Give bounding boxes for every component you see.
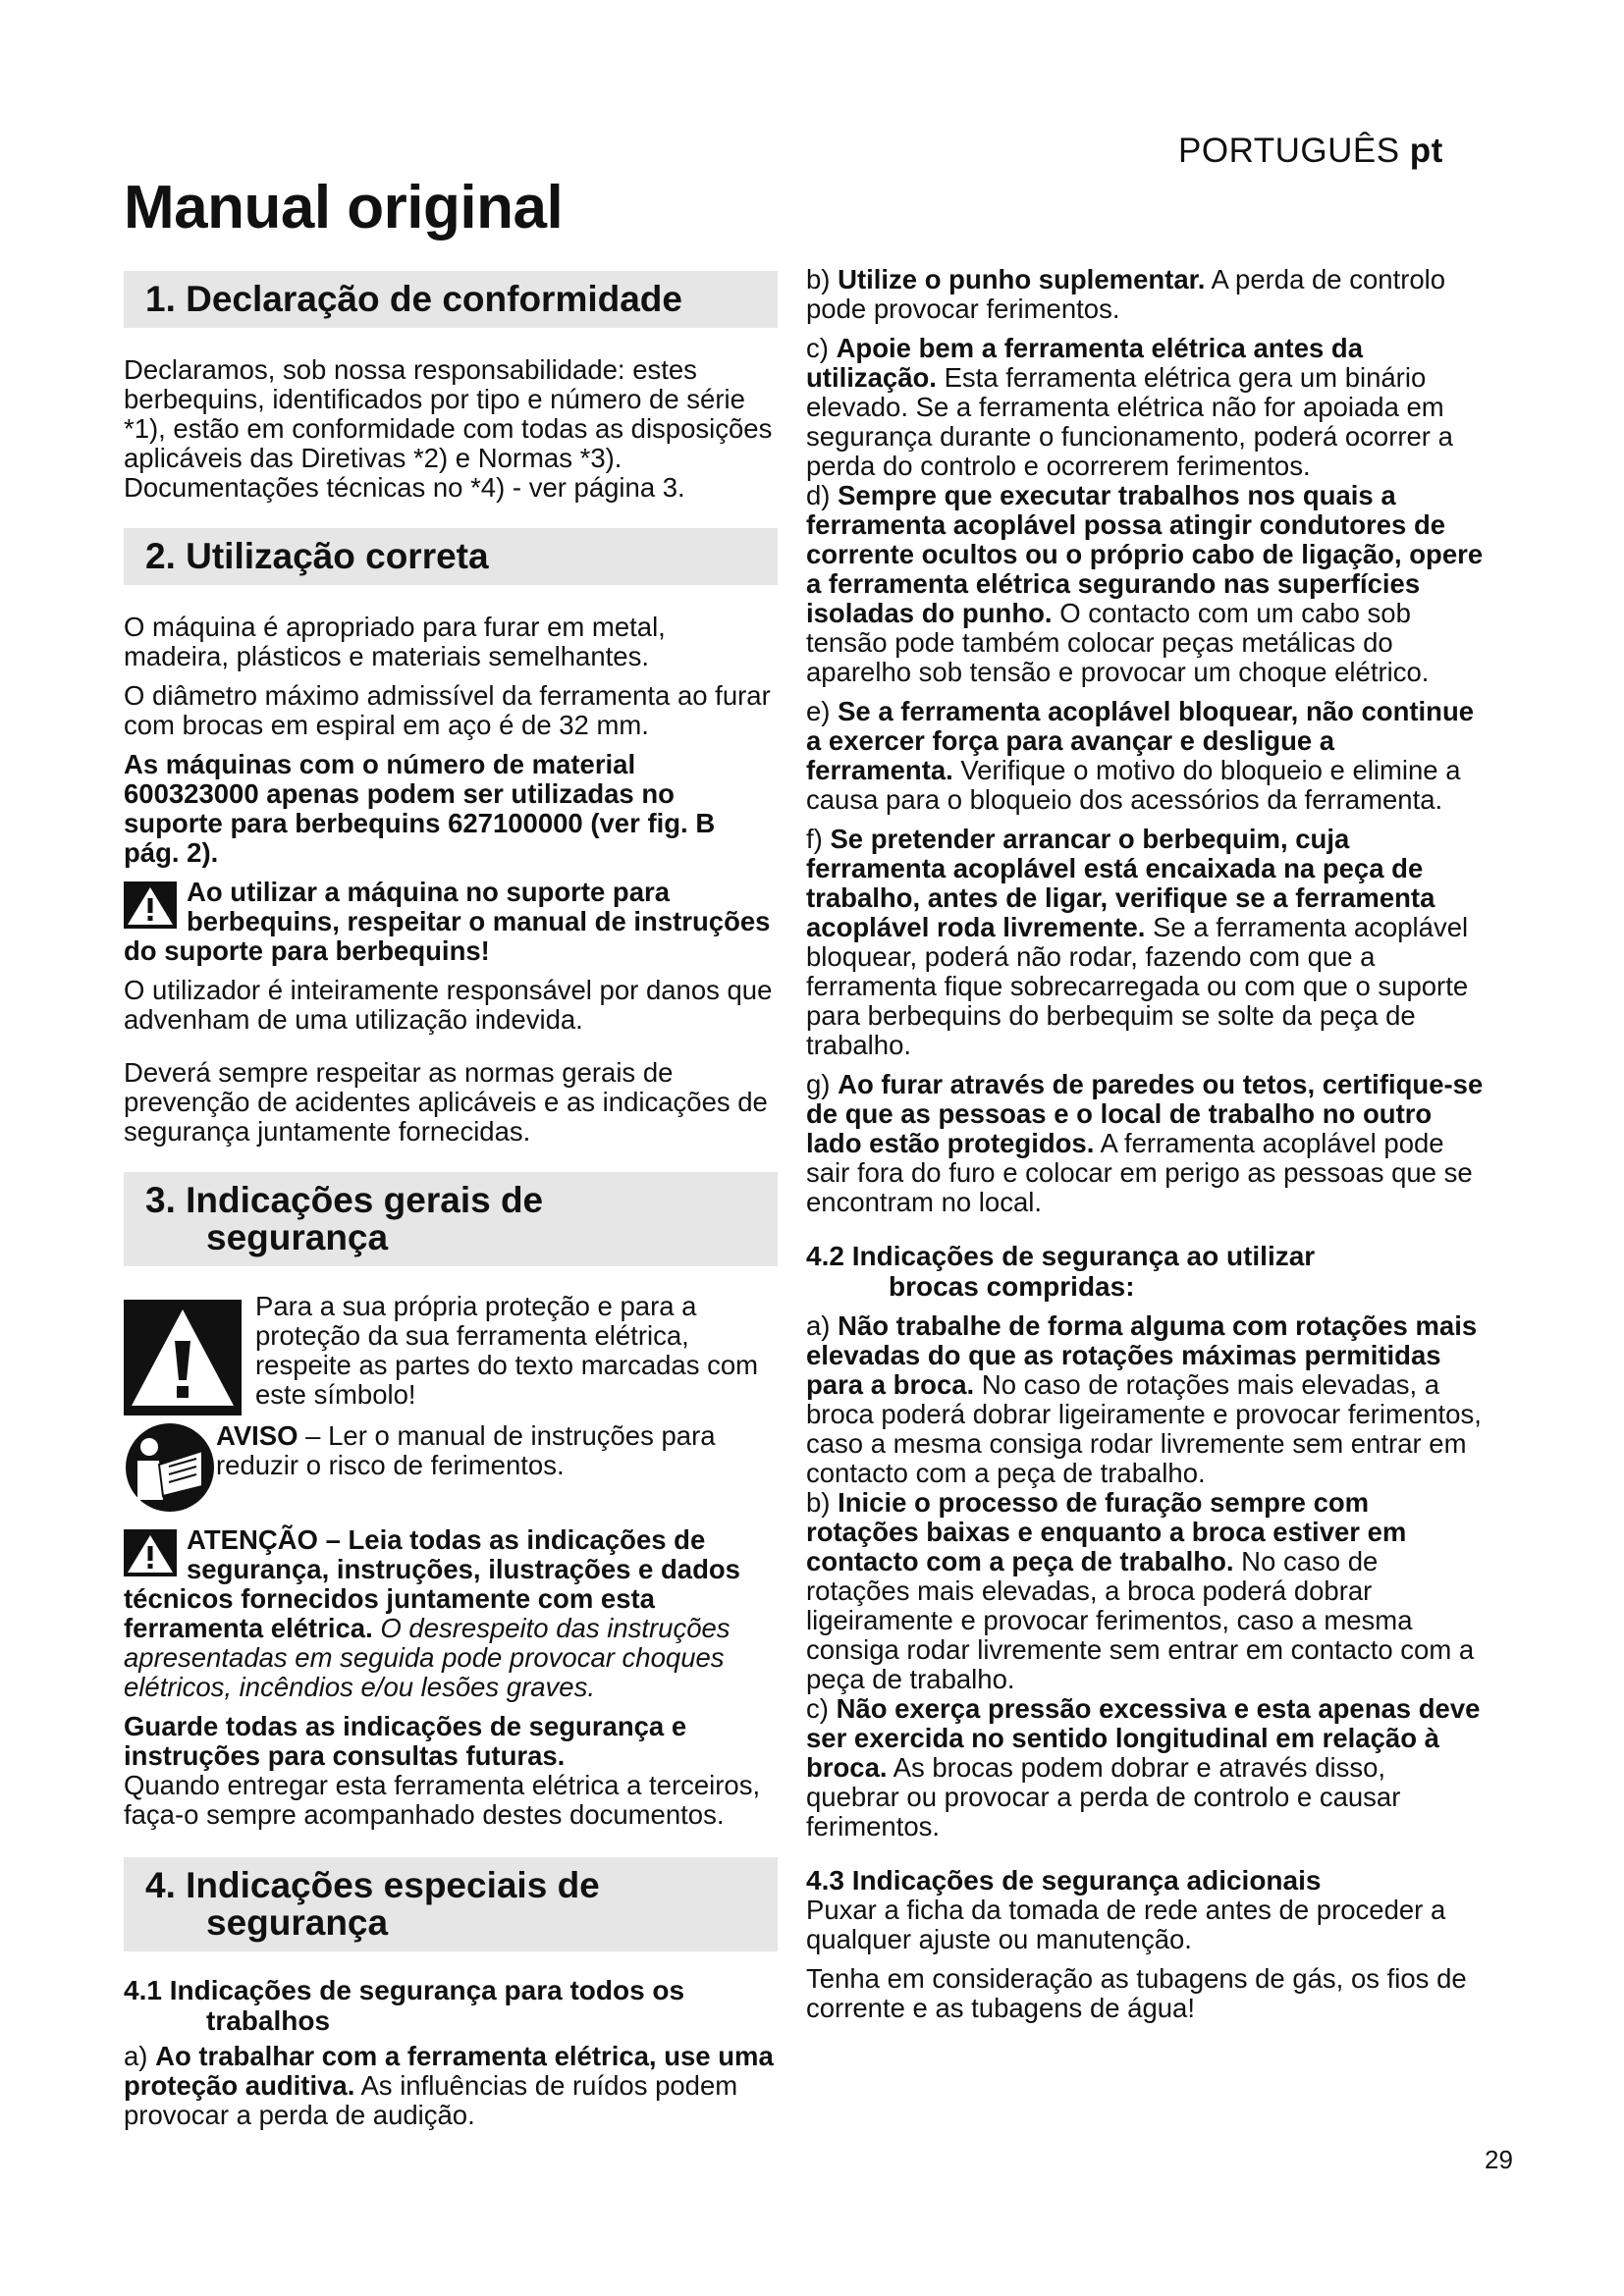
page-title: Manual original bbox=[124, 174, 564, 241]
item-label: d) bbox=[806, 480, 839, 510]
subsection-4-1-line-2: trabalhos bbox=[206, 2005, 331, 2036]
section-3-heading-line-2: segurança bbox=[206, 1217, 389, 1257]
item-text: No caso de rotações mais elevadas, a broca poderá dobrar ligeiramente e provocar ferimentos, caso a mesma consiga rodar livremente sem entrar em contacto com a peça de trabalho. bbox=[806, 1369, 1482, 1488]
subsection-4-2-line-2: brocas compridas: bbox=[889, 1271, 1135, 1302]
item-bold: Não trabalhe de forma alguma com rotações mais elevadas do que as rotações máximas permitidas para a broca. bbox=[806, 1310, 1478, 1400]
item-label: a) bbox=[124, 2041, 156, 2071]
aviso-text bbox=[216, 1421, 778, 1480]
keep-instructions-text: Quando entregar esta ferramenta elétrica a terceiros, faça-o sempre acompanhado destes documentos. bbox=[124, 1770, 761, 1830]
section-4-heading-line-1: 4. Indicações especiais de bbox=[145, 1865, 600, 1905]
item-label: g) bbox=[806, 1069, 839, 1099]
language-name: PORTUGUÊS bbox=[1178, 132, 1400, 170]
item-4-2-a bbox=[806, 1311, 1486, 1488]
atencao-italic-text: O desrespeito das instruções apresentadas em seguida pode provocar choques elétricos, incêndios e/ou lesões graves. bbox=[124, 1613, 731, 1702]
read-manual-icon bbox=[124, 1421, 216, 1514]
item-4-1-f bbox=[806, 825, 1486, 1060]
item-label: c) bbox=[806, 333, 837, 363]
warning-triangle-icon bbox=[124, 1529, 177, 1576]
aviso-body: – Ler o manual de instruções para reduzir o risco de ferimentos. bbox=[216, 1420, 716, 1480]
section-4-heading-line-2: segurança bbox=[206, 1902, 389, 1943]
section-1-body: Declaramos, sob nossa responsabilidade: estes berbequins, identificados por tipo e número de série *1), estão em conformidade com todas as disposições aplicáveis das Diretivas *2) e Normas *3). Documentações técnicas no *4) - ver página 3. bbox=[124, 354, 773, 503]
item-4-2-b bbox=[806, 1488, 1486, 1694]
page-number: 29 bbox=[1485, 2145, 1513, 2174]
item-4-1-a bbox=[124, 2042, 778, 2130]
pipes-note: Tenha em consideração as tubagens de gás, os fios de corrente e as tubagens de água! bbox=[806, 1963, 1467, 2023]
unplug-note: Puxar a ficha da tomada de rede antes de proceder a qualquer ajuste ou manutenção. bbox=[806, 1895, 1446, 1954]
warning-triangle-icon bbox=[124, 881, 177, 929]
right-column bbox=[806, 265, 1486, 2023]
section-2-warning bbox=[124, 878, 778, 966]
item-bold: Utilize o punho suplementar. bbox=[838, 264, 1206, 294]
item-bold: Ao trabalhar com a ferramenta elétrica, use uma proteção auditiva. bbox=[124, 2041, 774, 2101]
item-4-1-d bbox=[806, 481, 1486, 687]
item-text: As brocas podem dobrar e através disso, quebrar ou provocar a perda de controlo e causar ferimentos. bbox=[806, 1752, 1401, 1842]
section-2-paragraph-2: O diâmetro máximo admissível da ferramenta ao furar com brocas em espiral em aço é de 32 mm. bbox=[124, 680, 771, 740]
item-label: c) bbox=[806, 1693, 837, 1724]
item-4-1-b bbox=[806, 265, 1486, 324]
section-3-heading bbox=[124, 1172, 778, 1266]
section-4-heading bbox=[124, 1857, 778, 1951]
item-text: Verifique o motivo do bloqueio e elimine a causa para o bloqueio dos acessórios da ferramenta. bbox=[806, 755, 1461, 815]
section-2-material-note: As máquinas com o número de material 600323000 apenas podem ser utilizadas no suporte para berbequins 627100000 (ver fig. B pág. 2). bbox=[124, 749, 716, 868]
item-bold: Ao furar através de paredes ou tetos, certifique-se de que as pessoas e o local de trabalho no outro lado estão protegidos. bbox=[806, 1069, 1484, 1158]
item-bold: Apoie bem a ferramenta elétrica antes da utilização. bbox=[806, 333, 1364, 393]
section-2-paragraph-5: Deverá sempre respeitar as normas gerais de prevenção de acidentes aplicáveis e as indicações de segurança juntamente fornecidas. bbox=[124, 1057, 768, 1147]
section-1-heading: 1. Declaração de conformidade bbox=[124, 271, 778, 328]
keep-instructions-bold: Guarde todas as indicações de segurança e instruções para consultas futuras. bbox=[124, 1711, 687, 1771]
page-language-label bbox=[1178, 132, 1443, 171]
subsection-4-1-line-1: 4.1 Indicações de segurança para todos os bbox=[124, 1975, 685, 2005]
atencao-bold-text: ATENÇÃO – Leia todas as indicações de segurança, instruções, ilustrações e dados técnicos fornecidos juntamente com esta ferramenta elétrica. bbox=[124, 1524, 740, 1643]
item-4-1-c bbox=[806, 334, 1486, 481]
item-label: e) bbox=[806, 696, 839, 726]
item-label: b) bbox=[806, 1487, 839, 1518]
left-column bbox=[124, 271, 778, 2130]
section-2-heading: 2. Utilização correta bbox=[124, 528, 778, 585]
item-4-1-e bbox=[806, 697, 1486, 815]
item-text: Se a ferramenta acoplável bloquear, poderá não rodar, fazendo com que a ferramenta fique sobrecarregada ou com que o suporte para berbequins do berbequim se solte da peça de trabalho. bbox=[806, 912, 1469, 1060]
item-text: A ferramenta acoplável pode sair fora do furo e colocar em perigo as pessoas que se encontram no local. bbox=[806, 1128, 1473, 1217]
item-label: b) bbox=[806, 264, 839, 294]
subsection-4-2-line-1: 4.2 Indicações de segurança ao utilizar bbox=[806, 1241, 1316, 1271]
subsection-4-2-heading bbox=[806, 1241, 1486, 1302]
safety-symbol-note-text: Para a sua própria proteção e para a proteção da sua ferramenta elétrica, respeite as partes do texto marcadas com este símbolo! bbox=[255, 1291, 759, 1410]
aviso-note bbox=[124, 1421, 778, 1484]
section-2-paragraph-4: O utilizador é inteiramente responsável por danos que advenham de uma utilização indevida. bbox=[124, 975, 773, 1035]
section-2-paragraph-1: O máquina é apropriado para furar em metal, madeira, plásticos e materiais semelhantes. bbox=[124, 612, 666, 671]
item-text: O contacto com um cabo sob tensão pode também colocar peças metálicas do aparelho sob tensão e provocar um choque elétrico. bbox=[806, 598, 1430, 687]
item-bold: Se a ferramenta acoplável bloquear, não continue a exercer força para avançar e desligue a ferramenta. bbox=[806, 696, 1475, 785]
item-bold: Se pretender arrancar o berbequim, cuja ferramenta acoplável está encaixada na peça de trabalho, antes de ligar, verifique se a ferramenta acoplável roda livremente. bbox=[806, 824, 1435, 942]
item-bold: Sempre que executar trabalhos nos quais a ferramenta acoplável possa atingir condutores de corrente ocultos ou o próprio cabo de ligação, opere a ferramenta elétrica segurando nas superfícies isoladas do punho. bbox=[806, 480, 1484, 628]
subsection-4-3-heading: 4.3 Indicações de segurança adicionais bbox=[806, 1865, 1322, 1896]
section-2-warning-text: Ao utilizar a máquina no suporte para berbequins, respeitar o manual de instruções do suporte para berbequins! bbox=[124, 877, 771, 966]
item-label: a) bbox=[806, 1310, 839, 1341]
item-text: As influências de ruídos podem provocar a perda de audição. bbox=[124, 2070, 738, 2130]
aviso-label: AVISO bbox=[216, 1420, 298, 1451]
subsection-4-1-heading bbox=[124, 1975, 778, 2036]
safety-symbol-note bbox=[124, 1292, 778, 1410]
item-label: f) bbox=[806, 824, 831, 854]
atencao-note bbox=[124, 1525, 778, 1702]
item-4-2-c bbox=[806, 1694, 1486, 1842]
language-code: pt bbox=[1409, 132, 1443, 170]
large-warning-icon bbox=[124, 1300, 242, 1415]
item-text: No caso de rotações mais elevadas, a broca poderá dobrar ligeiramente e provocar ferimentos, caso a mesma consiga rodar livremente sem entrar em contacto com a peça de trabalho. bbox=[806, 1546, 1475, 1694]
item-text: Esta ferramenta elétrica gera um binário elevado. Se a ferramenta elétrica não for apoiada em segurança durante o funcionamento, poderá ocorrer a perda do controlo e ocorrerem ferimentos. bbox=[806, 362, 1453, 481]
item-4-1-g bbox=[806, 1070, 1486, 1217]
item-bold: Não exerça pressão excessiva e esta apenas deve ser exercida no sentido longitudinal em relação à broca. bbox=[806, 1693, 1481, 1783]
item-text: A perda de controlo pode provocar ferimentos. bbox=[806, 264, 1446, 324]
item-bold: Inicie o processo de furação sempre com rotações baixas e enquanto a broca estiver em contacto com a peça de trabalho. bbox=[806, 1487, 1407, 1576]
section-3-heading-line-1: 3. Indicações gerais de bbox=[145, 1180, 544, 1220]
